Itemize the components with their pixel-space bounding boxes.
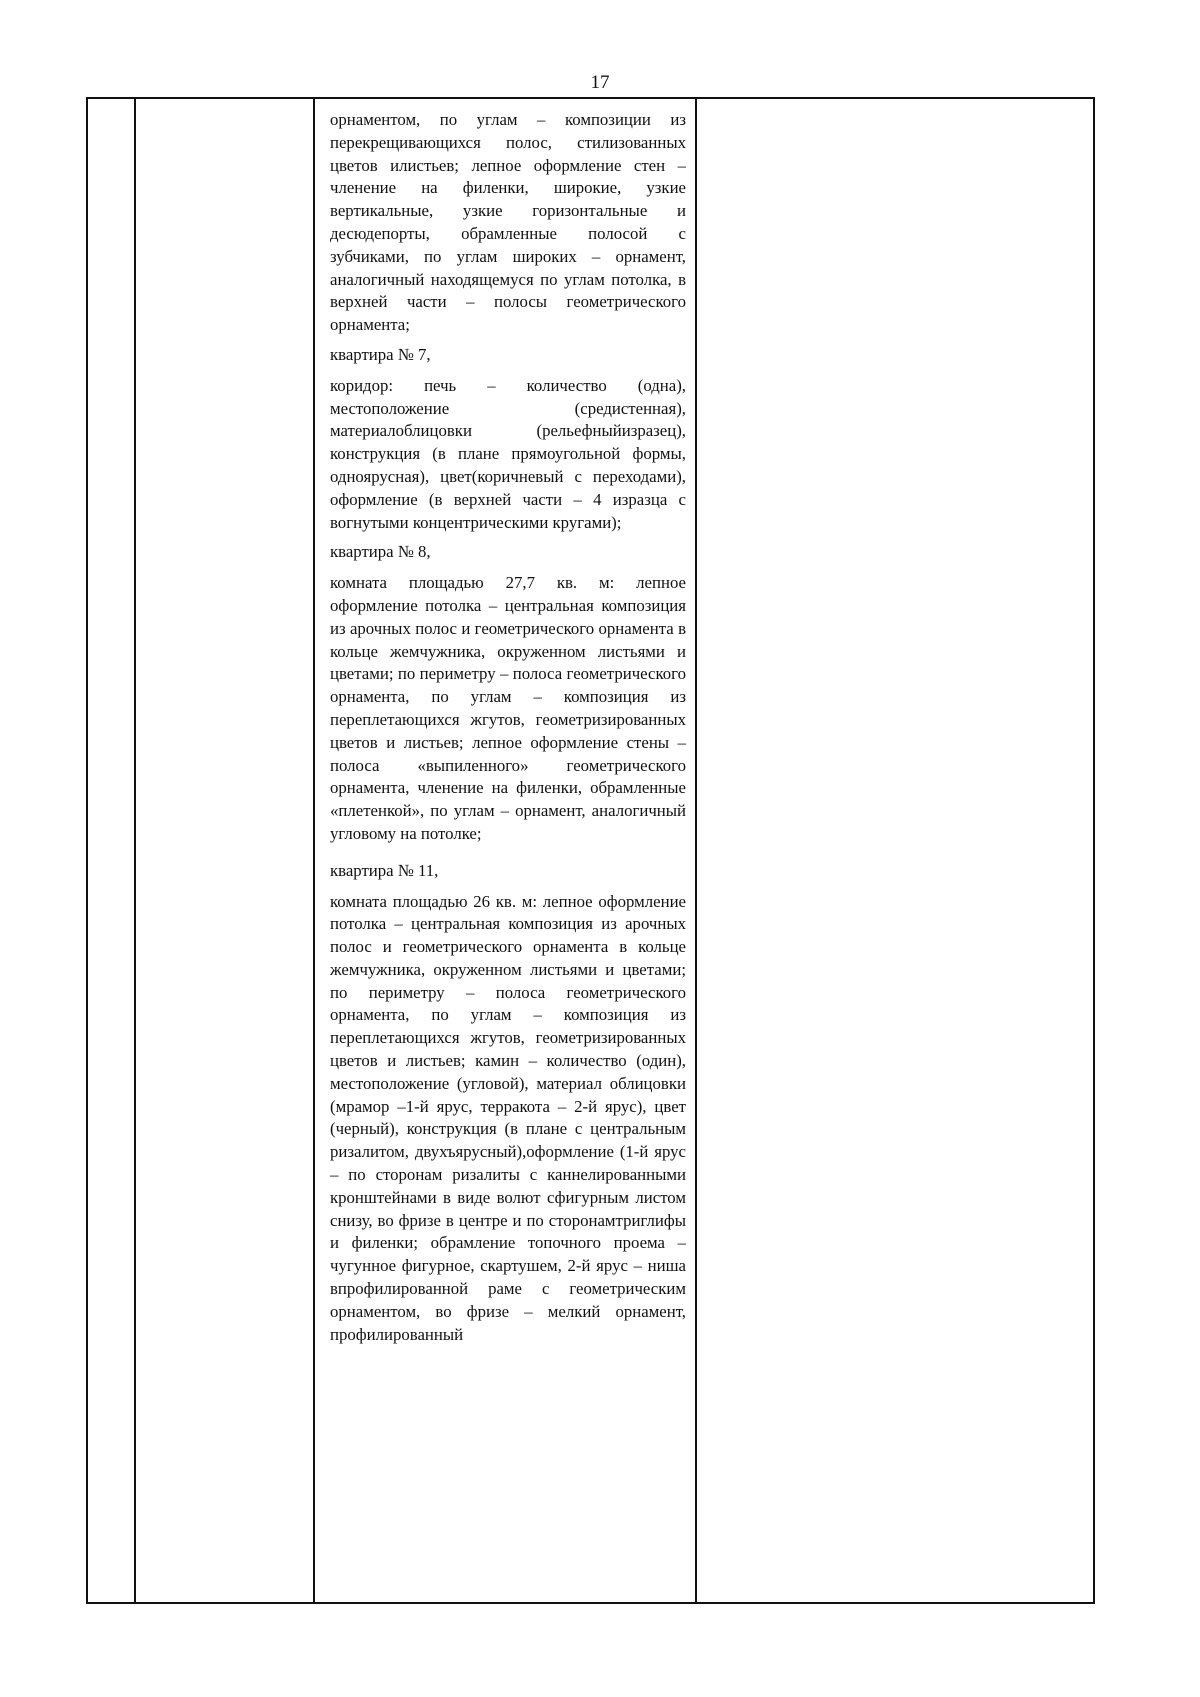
document-table (86, 97, 1095, 1604)
paragraph-room-26: комната площадью 26 кв. м: лепное оформление потолка – центральная композиция из арочных полос и геометрического орнамента в кольце жемчужника, окруженном листьями и цветами; по периметру – полоса геометрического орнамента, по углам – композиция из переплетающихся жгутов, геометризированных цветов и листьев; камин – количество (один), местоположение (угловой), материал облицовки (мрамор –1-й ярус, терракота – 2-й ярус), цвет (черный), конструкция (в плане с центральным ризалитом, двухъярусный),оформление (1-й ярус – по сторонам ризалиты с каннелированными кронштейнами в виде волют сфигурным листом снизу, во фризе в центре и по сторонамтриглифы и филенки; обрамление топочного проема – чугунное фигурное, скартушем, 2-й ярус – ниша впрофилированной раме с геометрическим орнаментом, во фризе – мелкий орнамент, профилированный (330, 891, 686, 1344)
description-cell (330, 109, 686, 1353)
paragraph-room-27-7: комната площадью 27,7 кв. м: лепное оформление потолка – центральная композиция из арочных полос и геометрического орнамента в кольце жемчужника, окруженном листьями и цветами; по периметру – полоса геометрического орнамента, по углам – композиция из переплетающихся жгутов, геометризированных цветов и листьев; лепное оформление стены – полоса «выпиленного» геометрического орнамента, членение на филенки, обрамленные «плетенкой», по углам – орнамент, аналогичный угловому на потолке; (330, 573, 686, 843)
paragraph-ornament-continuation: орнаментом, по углам – композиции из перекрещивающихся полос, стилизованных цветов илистьев; лепное оформление стен –членение на филенки, широкие, узкие вертикальные, узкие горизонтальные и десюдепорты, обрамленные полосой с зубчиками, по углам широких – орнамент, аналогичный находящемуся по углам потолка, в верхней части – полосы геометрического орнамента; (330, 110, 686, 335)
column-divider-2 (313, 99, 315, 1602)
column-divider-3 (695, 99, 697, 1602)
page-number: 17 (590, 72, 610, 93)
column-divider-1 (134, 99, 136, 1602)
heading-apartment-7: квартира № 7, (330, 344, 431, 364)
paragraph-corridor-stove: коридор: печь – количество (одна), местоположение (средистенная), материалоблицовки (рельефныйизразец), конструкция (в плане прямоугольной формы, одноярусная), цвет(коричневый с переходами), оформление (в верхней части – 4 изразца с вогнутыми концентрическими кругами); (330, 375, 686, 532)
heading-apartment-11: квартира № 11, (330, 860, 439, 880)
heading-apartment-8: квартира № 8, (330, 542, 431, 562)
